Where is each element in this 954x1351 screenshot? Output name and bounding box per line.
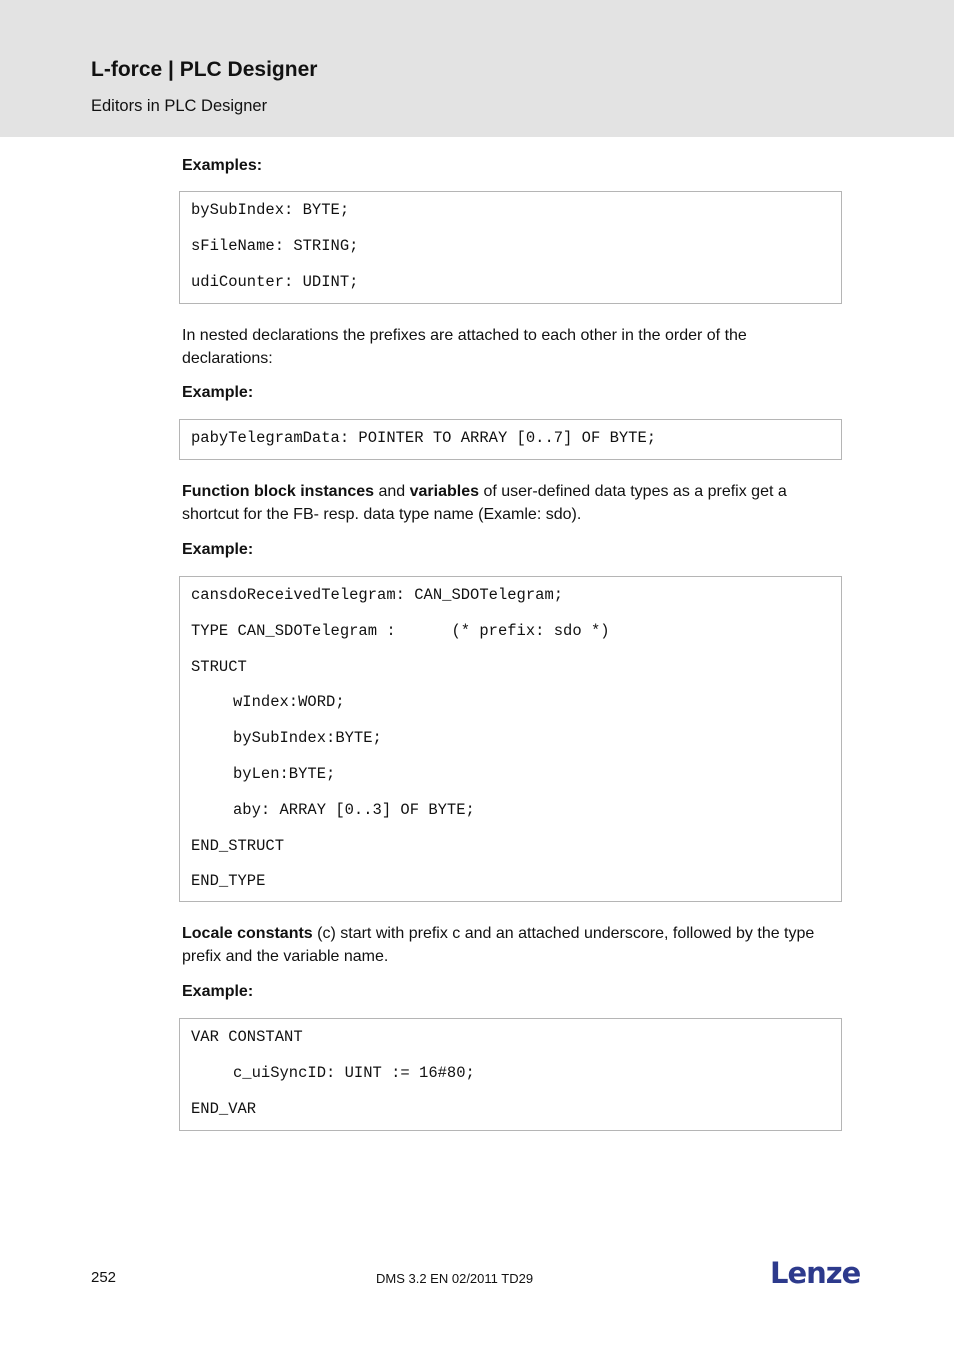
bold-term: Function block instances [182,483,375,500]
bold-term: variables [409,483,480,500]
code-line: sFileName: STRING; [191,236,359,255]
text: (c) start with prefix c and an attached underscore, followed by the type prefix and the variable name. [182,925,815,965]
page-number: 252 [91,1269,117,1286]
example-heading-2: Example: [182,541,254,558]
text: of user-defined data types as a prefix get a shortcut for the FB- resp. data type name (Examle: sdo). [182,483,787,523]
code-line: wIndex:WORD; [233,693,345,712]
code-line: aby: ARRAY [0..3] OF BYTE; [233,800,475,819]
page-header [0,0,954,137]
code-block-3 [179,576,842,902]
example-heading-1: Example: [182,384,254,401]
example-heading-3: Example: [182,983,254,1000]
code-line: bySubIndex:BYTE; [233,729,382,748]
text: and [374,483,410,500]
lenze-logo: Lenze [770,1256,861,1290]
code-line: byLen:BYTE; [233,764,336,783]
code-line: STRUCT [191,657,247,676]
document-title: L-force | PLC Designer [91,58,318,81]
code-block-2 [179,419,842,460]
code-line: pabyTelegramData: POINTER TO ARRAY [0..7] OF BYTE; [191,429,657,447]
paragraph-nested-declarations: In nested declarations the prefixes are attached to each other in the order of the declarations: [182,327,747,367]
code-line: bySubIndex: BYTE; [191,201,350,219]
code-line: VAR CONSTANT [191,1028,303,1046]
code-line: c_uiSyncID: UINT := 16#80; [233,1063,475,1082]
code-block-1 [179,191,842,304]
code-line: END_VAR [191,1099,257,1118]
code-line: END_TYPE [191,872,266,891]
document-id: DMS 3.2 EN 02/2011 TD29 [376,1271,534,1286]
code-line: END_STRUCT [191,836,285,855]
code-line: udiCounter: UDINT; [191,272,359,291]
examples-heading: Examples: [182,157,263,174]
document-subtitle: Editors in PLC Designer [91,97,268,115]
code-block-4 [179,1018,842,1131]
paragraph-locale-constants [182,922,832,968]
code-line: TYPE CAN_SDOTelegram : (* prefix: sdo *) [191,621,610,640]
bold-term: Locale constants [182,925,313,942]
code-line: cansdoReceivedTelegram: CAN_SDOTelegram; [191,586,564,604]
paragraph-function-block [182,480,832,526]
